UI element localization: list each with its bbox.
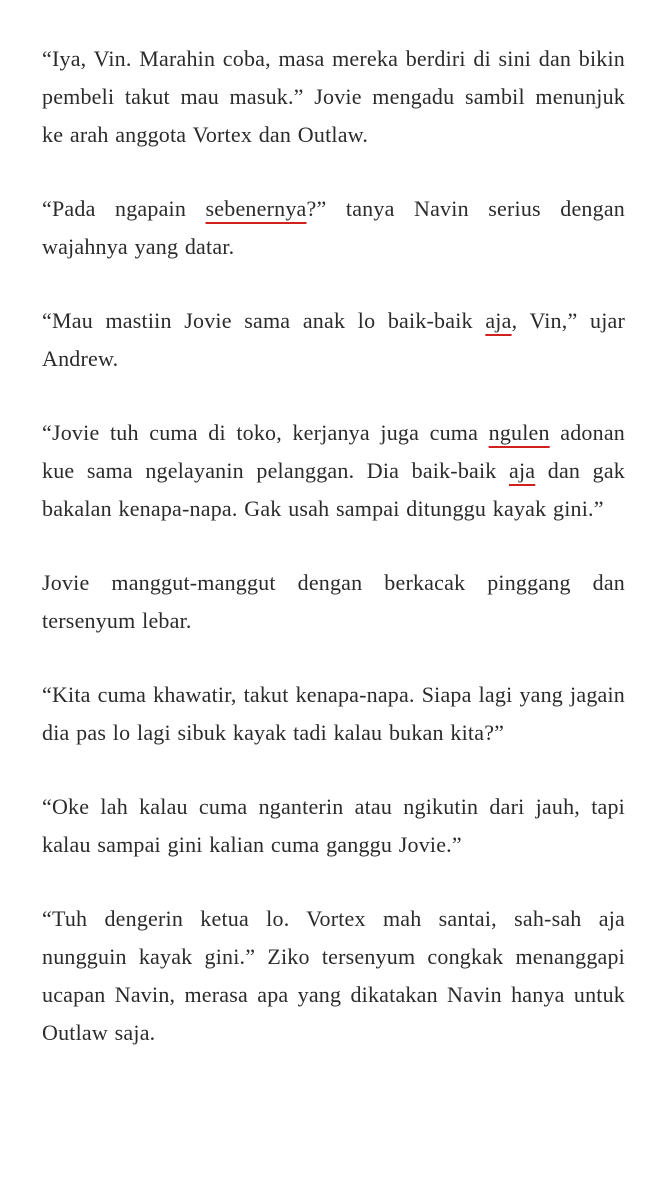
text-segment: ?” tanya Navin serius dengan wajahnya yang datar.	[42, 196, 625, 259]
text-segment: “Kita cuma khawatir, takut kenapa-napa. Siapa lagi yang jagain dia pas lo lagi sibuk kayak tadi kalau bukan kita?”	[42, 682, 625, 745]
paragraph-6	[42, 676, 625, 752]
paragraph-7	[42, 788, 625, 864]
spellcheck-flagged-word[interactable]: aja	[509, 458, 536, 483]
paragraph-3	[42, 302, 625, 378]
text-segment: “Mau mastiin Jovie sama anak lo baik-baik	[42, 308, 486, 333]
paragraph-2	[42, 190, 625, 266]
text-segment: Jovie manggut-manggut dengan berkacak pinggang dan tersenyum lebar.	[42, 570, 625, 633]
text-segment: “Iya, Vin. Marahin coba, masa mereka berdiri di sini dan bikin pembeli takut mau masuk.” Jovie mengadu sambil menunjuk ke arah anggota Vortex dan Outlaw.	[42, 46, 625, 147]
paragraph-8	[42, 900, 625, 1052]
text-segment: “Pada ngapain	[42, 196, 206, 221]
text-segment: “Jovie tuh cuma di toko, kerjanya juga cuma	[42, 420, 489, 445]
paragraph-5	[42, 564, 625, 640]
spellcheck-flagged-word[interactable]: aja	[485, 308, 512, 333]
paragraph-4	[42, 414, 625, 528]
spellcheck-flagged-word[interactable]: sebenernya	[205, 196, 307, 221]
text-segment: dan gak bakalan kenapa-napa. Gak usah sampai ditunggu kayak gini.”	[42, 458, 625, 521]
text-segment: “Tuh dengerin ketua lo. Vortex mah santai, sah-sah aja nungguin kayak gini.” Ziko tersenyum congkak menanggapi ucapan Navin, merasa apa yang dikatakan Navin hanya untuk Outlaw saja.	[42, 906, 625, 1045]
document-page	[42, 40, 625, 1088]
paragraph-1	[42, 40, 625, 154]
spellcheck-flagged-word[interactable]: ngulen	[488, 420, 550, 445]
text-segment: “Oke lah kalau cuma nganterin atau ngikutin dari jauh, tapi kalau sampai gini kalian cuma ganggu Jovie.”	[42, 794, 625, 857]
text-segment: adonan kue sama ngelayanin pelanggan. Dia baik-baik	[42, 420, 625, 483]
text-segment: , Vin,” ujar Andrew.	[42, 308, 625, 371]
